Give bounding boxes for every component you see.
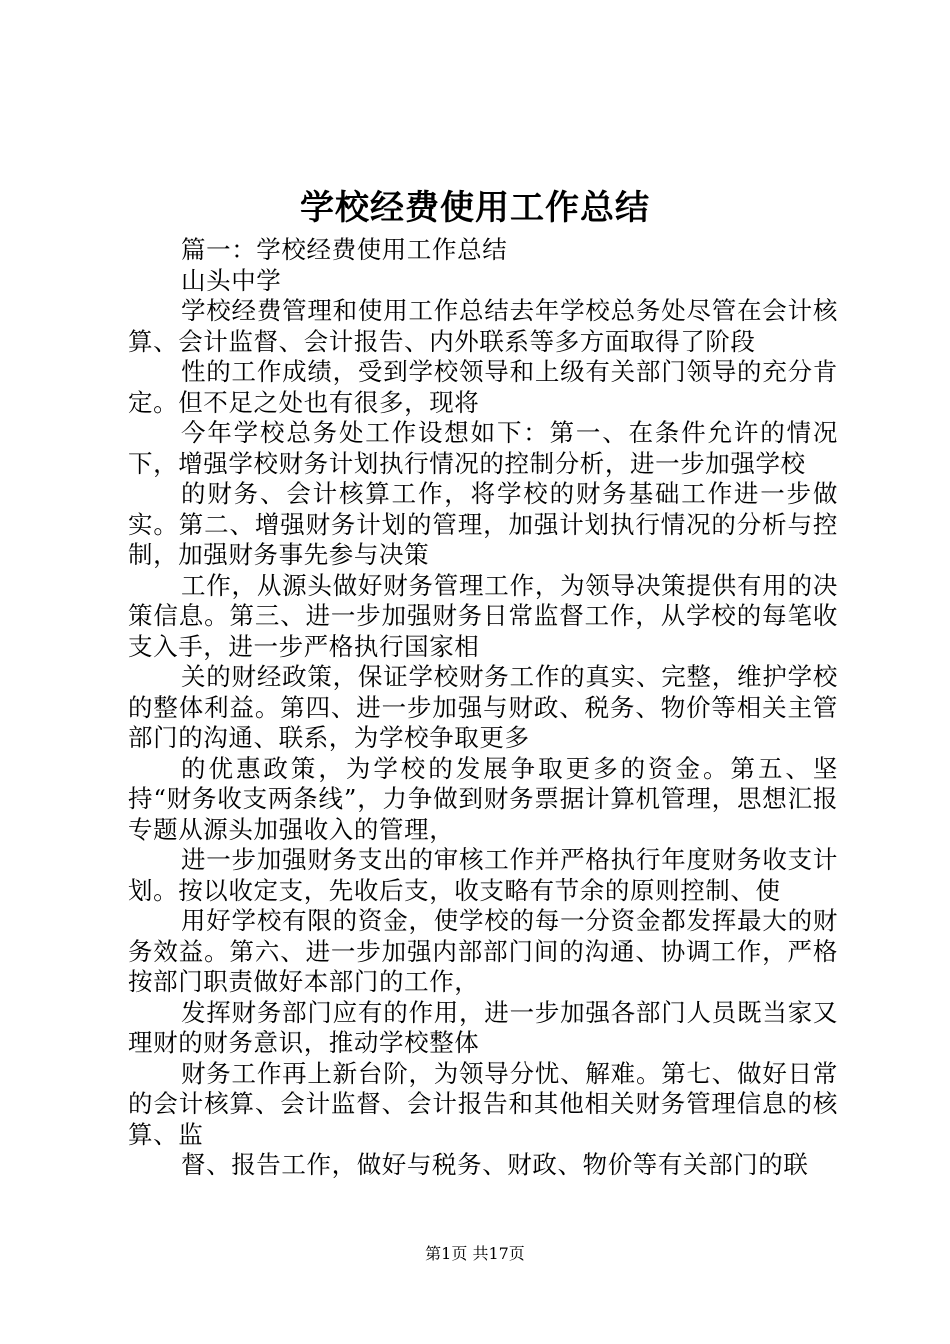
paragraph: 篇一：学校经费使用工作总结 bbox=[181, 235, 508, 264]
paragraph: 财务工作再上新台阶，为领导分忧、解难。第七、做好日常的会计核算、会计监督、会计报告和其他相关财务管理信息的核算、监 bbox=[128, 1058, 838, 1149]
paragraph: 的财务、会计核算工作，将学校的财务基础工作进一步做实。第二、增强财务计划的管理，加强计划执行情况的分析与控制，加强财务事先参与决策 bbox=[128, 479, 838, 569]
document-body bbox=[128, 235, 838, 1181]
paragraph: 督、报告工作，做好与税务、财政、物价等有关部门的联 bbox=[181, 1150, 809, 1179]
paragraph: 今年学校总务处工作设想如下：第一、在条件允许的情况下，增强学校财务计划执行情况的控制分析，进一步加强学校 bbox=[128, 418, 838, 478]
document-title: 学校经费使用工作总结 bbox=[300, 188, 650, 228]
paragraph: 性的工作成绩，受到学校领导和上级有关部门领导的充分肯定。但不足之处也有很多，现将 bbox=[128, 357, 838, 417]
paragraph: 工作，从源头做好财务管理工作，为领导决策提供有用的决策信息。第三、进一步加强财务日常监督工作，从学校的每笔收支入手，进一步严格执行国家相 bbox=[128, 570, 838, 661]
paragraph: 关的财经政策，保证学校财务工作的真实、完整，维护学校的整体利益。第四、进一步加强与财政、税务、物价等相关主管部门的沟通、联系，为学校争取更多 bbox=[128, 662, 838, 752]
paragraph: 的优惠政策，为学校的发展争取更多的资金。第五、坚持“财务收支两条线”，力争做到财务票据计算机管理，思想汇报专题从源头加强收入的管理， bbox=[128, 753, 838, 844]
paragraph: 山头中学 bbox=[181, 265, 282, 295]
paragraph: 进一步加强财务支出的审核工作并严格执行年度财务收支计划。按以收定支，先收后支，收支略有节余的原则控制、使 bbox=[128, 845, 838, 905]
paragraph: 用好学校有限的资金，使学校的每一分资金都发挥最大的财务效益。第六、进一步加强内部部门间的沟通、协调工作，严格按部门职责做好本部门的工作， bbox=[128, 906, 838, 996]
paragraph: 学校经费管理和使用工作总结去年学校总务处尽管在会计核算、会计监督、会计报告、内外联系等多方面取得了阶段 bbox=[128, 296, 838, 356]
page-number-footer: 第1页 共17页 bbox=[425, 1244, 525, 1263]
paragraph: 发挥财务部门应有的作用，进一步加强各部门人员既当家又理财的财务意识，推动学校整体 bbox=[128, 997, 838, 1057]
